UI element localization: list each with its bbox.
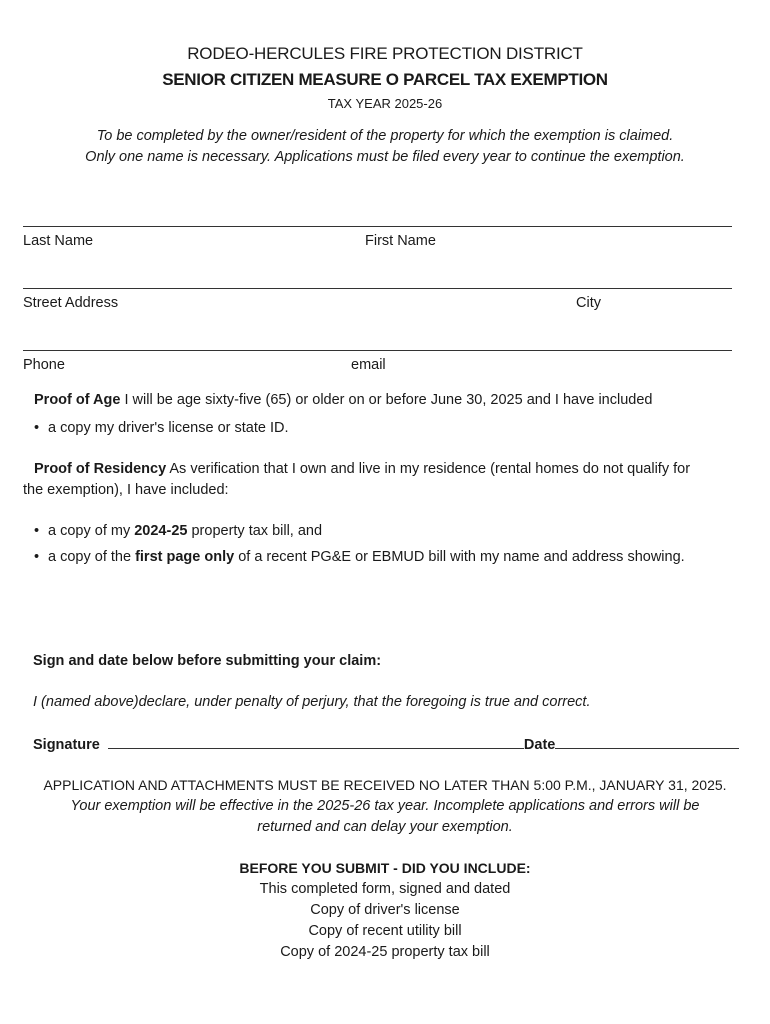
effective-notice-line-1: Your exemption will be effective in the 2025-26 tax year. Incomplete applications and errors will be (70, 798, 700, 814)
proof-of-age-paragraph (34, 392, 652, 408)
residency-bullet-2: • a copy of the first page only of a recent PG&E or EBMUD bill with my name and address showing. (34, 549, 685, 565)
proof-of-age-text: I will be age sixty-five (65) or older on or before June 30, 2025 and I have included (120, 392, 653, 408)
sign-instruction: Sign and date below before submitting your claim: (33, 653, 382, 669)
name-fill-line[interactable] (23, 226, 732, 227)
email-label: email (351, 357, 386, 373)
checklist-heading: BEFORE YOU SUBMIT - DID YOU INCLUDE: (239, 860, 531, 876)
tax-year: TAX YEAR 2025-26 (327, 96, 443, 111)
bullet-icon: • (34, 523, 40, 539)
signature-row (33, 736, 739, 753)
phone-label: Phone (23, 357, 65, 373)
tax-year-emphasis: 2024-25 (134, 523, 188, 539)
date-label: Date (523, 737, 556, 753)
deadline-notice: APPLICATION AND ATTACHMENTS MUST BE RECEIVED NO LATER THAN 5:00 P.M., JANUARY 31, 2025. (43, 777, 727, 793)
city-label: City (576, 295, 601, 311)
checklist-item: Copy of driver's license (310, 902, 460, 918)
contact-fill-line[interactable] (23, 350, 732, 351)
signature-field[interactable] (108, 736, 524, 749)
district-name: RODEO-HERCULES FIRE PROTECTION DISTRICT (187, 44, 583, 63)
first-page-emphasis: first page only (135, 549, 235, 565)
address-fill-line[interactable] (23, 288, 732, 289)
instructions-line-2: Only one name is necessary. Applications must be filed every year to continue the exemption. (85, 149, 685, 165)
effective-notice-line-2: returned and can delay your exemption. (257, 819, 513, 835)
declaration-text: I (named above)declare, under penalty of perjury, that the foregoing is true and correct. (33, 694, 591, 710)
proof-of-age-bullet (34, 420, 289, 436)
bullet-text: a copy my driver's license or state ID. (48, 420, 289, 436)
proof-of-age-heading: Proof of Age (34, 392, 121, 408)
proof-of-residency-heading: Proof of Residency (34, 461, 167, 477)
last-name-label: Last Name (23, 233, 94, 249)
street-address-label: Street Address (23, 295, 119, 311)
bullet-icon: • (34, 549, 40, 565)
first-name-label: First Name (365, 233, 436, 249)
date-field[interactable] (555, 736, 739, 749)
proof-of-residency-line-1 (34, 461, 690, 477)
proof-of-residency-line-2: the exemption), I have included: (23, 482, 229, 498)
signature-label: Signature (33, 737, 100, 753)
residency-bullet-1: • a copy of my 2024-25 property tax bill, and (34, 523, 323, 539)
checklist-item: Copy of recent utility bill (308, 923, 462, 939)
checklist-item: Copy of 2024-25 property tax bill (280, 944, 490, 960)
bullet-icon: • (34, 420, 40, 436)
instructions-line-1: To be completed by the owner/resident of the property for which the exemption is claimed. (96, 128, 674, 144)
checklist-item: This completed form, signed and dated (259, 881, 511, 897)
proof-of-residency-text: As verification that I own and live in my residence (rental homes do not qualify for (166, 461, 691, 477)
form-title: SENIOR CITIZEN MEASURE O PARCEL TAX EXEMPTION (162, 70, 608, 89)
